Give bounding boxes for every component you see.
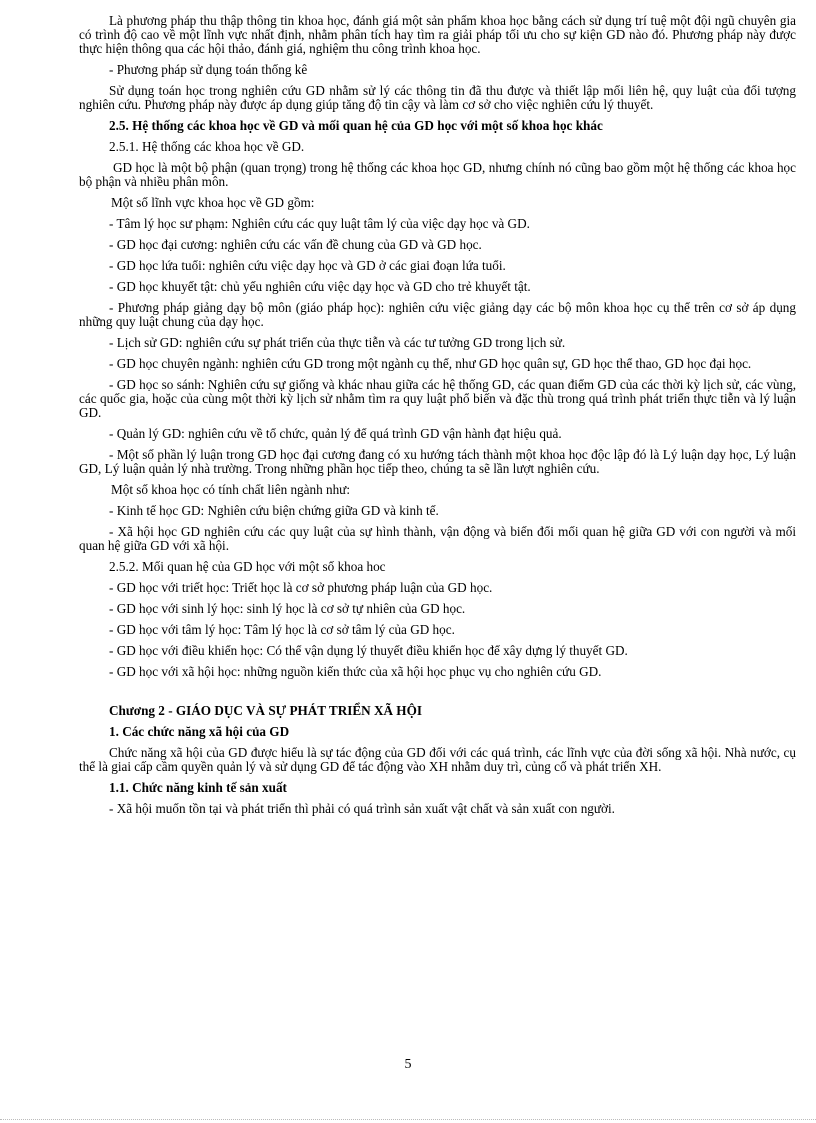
section-1-heading: 1. Các chức năng xã hội của GD [109,724,290,739]
list-item: - GD học với xã hội học: những nguồn kiến thức của xã hội học phục vụ cho nghiên cứu GD. [109,664,602,679]
list-item: - GD học chuyên ngành: nghiên cứu GD trong một ngành cụ thể, như GD học quân sự, GD học thể thao, GD học đại học. [109,356,752,371]
list-item: - GD học với điều khiển học: Có thể vận dụng lý thuyết điều khiển học để xây dựng lý thuyết GD. [109,643,628,658]
section-2-5-1-heading: 2.5.1. Hệ thống các khoa học về GD. [109,139,305,154]
expert-method-paragraph: Là phương pháp thu thập thông tin khoa học, đánh giá một sản phẩm khoa học bằng cách sử dụng trí tuệ một đội ngũ chuyên gia có trình độ cao về một lĩnh vực nhất định, nhằm phân tích hay tìm ra giải pháp tối ưu cho sự kiện GD nào đó. Phương pháp này được thực hiện thông qua các hội thảo, đánh giá, nghiệm thu công trình khoa học. [79,13,796,56]
list-item: - GD học với triết học: Triết học là cơ sở phương pháp luận của GD học. [109,580,493,595]
interdisciplinary-intro: Một số khoa học có tính chất liên ngành như: [111,482,350,497]
list-item: - GD học đại cương: nghiên cứu các vấn đề chung của GD và GD học. [109,237,482,252]
list-item: - Quản lý GD: nghiên cứu về tổ chức, quản lý để quá trình GD vận hành đạt hiệu quả. [109,426,562,441]
document-page [79,14,796,823]
list-item: - Lịch sử GD: nghiên cứu sự phát triển của thực tiễn và các tư tưởng GD trong lịch sử. [109,335,566,350]
gd-fields-intro: Một số lĩnh vực khoa học về GD gồm: [111,195,315,210]
list-item: - GD học với tâm lý học: Tâm lý học là cơ sở tâm lý của GD học. [109,622,455,637]
list-item: - Xã hội muốn tồn tại và phát triển thì phải có quá trình sản xuất vật chất và sản xuất con người. [109,801,615,816]
social-function-paragraph: Chức năng xã hội của GD được hiểu là sự tác động của GD đối với các quá trình, các lĩnh vực của đời sống xã hội. Nhà nước, cụ thể là giai cấp cầm quyền quản lý và sử dụng GD để tác động vào XH nhằm duy trì, củng cố và phát triển XH. [79,745,796,774]
list-item: - GD học lứa tuổi: nghiên cứu việc dạy học và GD ở các giai đoạn lứa tuổi. [109,258,506,273]
section-1-1-heading: 1.1. Chức năng kinh tế sản xuất [109,780,287,795]
spacer [79,686,796,704]
statistics-method-paragraph: Sử dụng toán học trong nghiên cứu GD nhằm sử lý các thông tin đã thu được và thiết lập mối liên hệ, quy luật của đối tượng nghiên cứu. Phương pháp này được áp dụng giúp tăng độ tin cậy và làm cơ sở cho việc nghiên cứu lý thuyết. [79,83,796,112]
list-item: - Phương pháp giảng dạy bộ môn (giáo pháp học): nghiên cứu việc giảng dạy các bộ môn khoa học cụ thể trên cơ sở áp dụng những quy luật chung của dạy học. [79,300,796,329]
section-2-5-heading: 2.5. Hệ thống các khoa học về GD và mối quan hệ của GD học với một số khoa học khác [109,118,603,133]
list-item: - Kinh tế học GD: Nghiên cứu biện chứng giữa GD và kinh tế. [109,503,439,518]
page-number: 5 [404,1057,412,1072]
list-item: - GD học với sinh lý học: sinh lý học là cơ sở tự nhiên của GD học. [109,601,466,616]
list-item: - GD học so sánh: Nghiên cứu sự giống và khác nhau giữa các hệ thống GD, các quan điểm GD của các thời kỳ lịch sử, các vùng, các quốc gia, hoặc của cùng một thời kỳ lịch sử nhằm tìm ra quy luật phổ biến và đặc thù trong quá trình phát triển thực tiễn và lý luận GD. [79,377,796,420]
list-item: - Tâm lý học sư phạm: Nghiên cứu các quy luật tâm lý của việc dạy học và GD. [109,216,530,231]
gd-system-paragraph: GD học là một bộ phận (quan trọng) trong hệ thống các khoa học GD, nhưng chính nó cũng bao gồm một hệ thống các khoa học bộ phận và nhiều phân môn. [79,160,796,189]
statistics-method-heading: - Phương pháp sử dụng toán thống kê [109,62,308,77]
list-item: - GD học khuyết tật: chủ yếu nghiên cứu việc dạy học và GD cho trẻ khuyết tật. [109,279,531,294]
chapter-2-heading: Chương 2 - GIÁO DỤC VÀ SỰ PHÁT TRIỂN XÃ HỘI [109,703,422,718]
list-item: - Xã hội học GD nghiên cứu các quy luật của sự hình thành, vận động và biến đổi mối quan hệ giữa GD với con người và mối quan hệ giữa GD với xã hội. [79,524,796,553]
list-item: - Một số phần lý luận trong GD học đại cương đang có xu hướng tách thành một khoa học độc lập đó là Lý luận dạy học, Lý luận GD, Lý luận quản lý nhà trường. Trong những phần học tiếp theo, chúng ta sẽ lần lượt nghiên cứu. [79,447,796,476]
page-bottom-rule [0,1119,816,1120]
section-2-5-2-heading: 2.5.2. Mối quan hệ của GD học với một số khoa hoc [109,559,386,574]
